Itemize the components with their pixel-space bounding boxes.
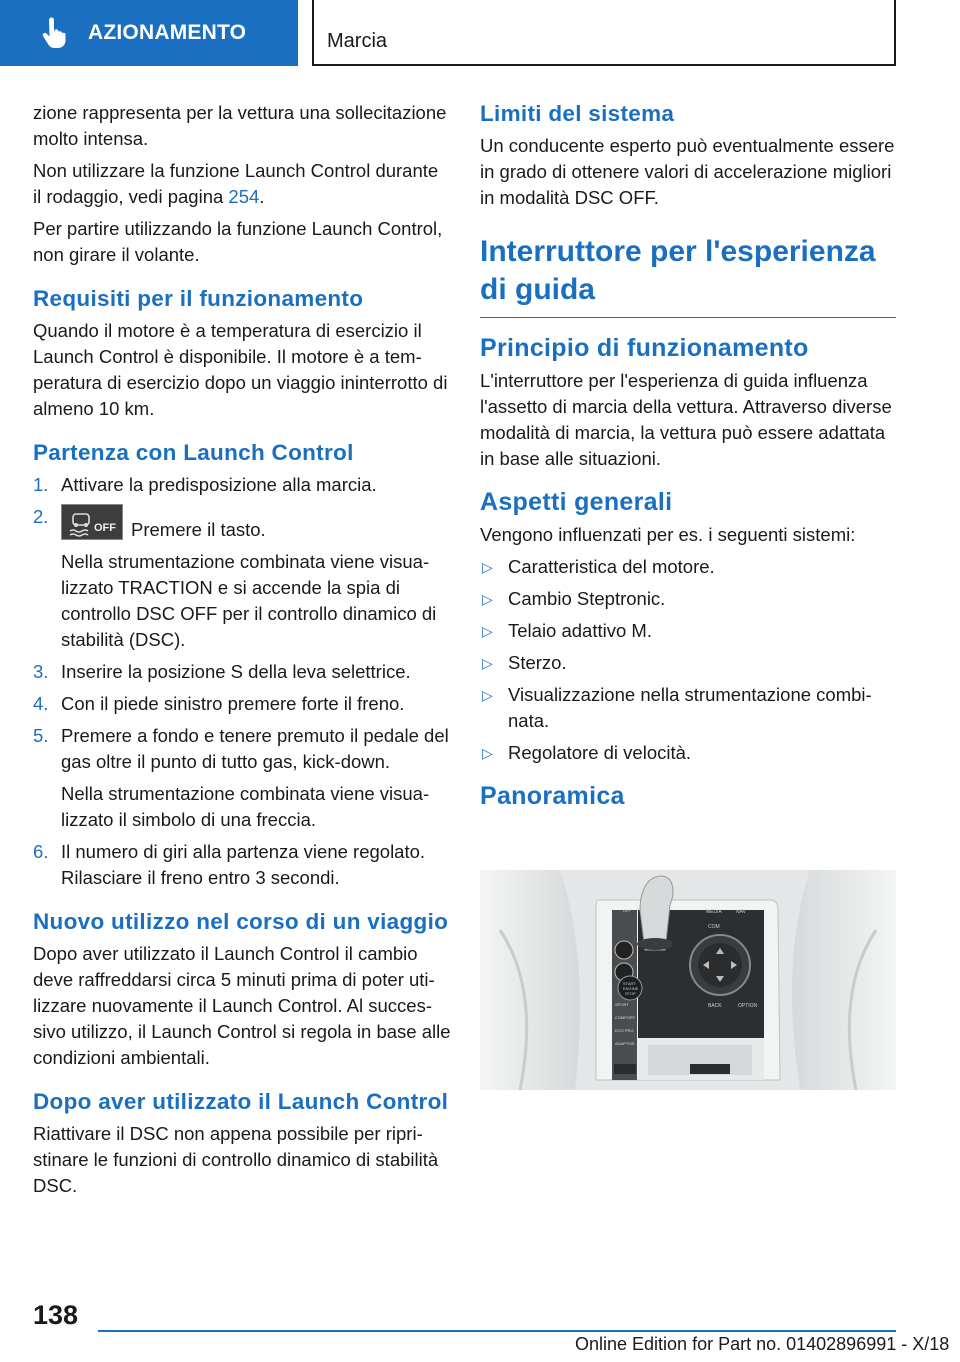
list-item — [480, 554, 896, 580]
systems-list — [480, 554, 896, 766]
chapter-header — [312, 0, 896, 66]
list-item-text: Telaio adattivo M. — [508, 620, 652, 641]
step-text: Inserire la posizione S della leva selettrice. — [61, 661, 411, 682]
list-item — [480, 586, 896, 612]
back-label: BACK — [708, 1003, 722, 1009]
list-item-text: Visualizzazione nella strumentazione combinata. — [508, 684, 872, 731]
page-reference-link[interactable]: 254 — [228, 186, 260, 207]
start-label-1: START — [623, 981, 636, 986]
general-heading: Aspetti generali — [480, 488, 673, 516]
start-label-2: ENGINE — [623, 986, 639, 991]
triangle-bullet-icon: ▷ — [482, 623, 493, 639]
list-item-text: Regolatore di velocità. — [508, 742, 692, 763]
list-item — [480, 618, 896, 644]
reuse-text: Dopo aver utilizzato il Launch Control il cambio deve raffreddarsi circa 5 minuti prima di poter utilizzare nuovamente il Launch Control. Al successivo utilizzo, il Launch Control si regola in base alle condizioni ambientali. — [33, 943, 451, 1068]
intro-paragraph-3: Per partire utilizzando la funzione Launch Control, non girare il volante. — [33, 218, 443, 265]
dsc-off-label: OFF — [94, 522, 116, 534]
overview-heading: Panoramica — [480, 782, 625, 810]
general-intro: Vengono influenzati per es. i seguenti sistemi: — [480, 524, 856, 545]
limits-text: Un conducente esperto può eventualmente essere in grado di ottenere valori di accelerazione migliori in modalità DSC OFF. — [480, 135, 895, 208]
adaptive-label: ADAPTIVE — [615, 1041, 635, 1046]
triangle-bullet-icon: ▷ — [482, 655, 493, 671]
step-number: 3. — [33, 661, 49, 682]
page-number: 138 — [33, 1300, 79, 1330]
intro-paragraph-1: zione rappresenta per la vettura una sollecitazione molto intensa. — [33, 102, 447, 149]
page-ref-suffix: . — [259, 186, 265, 207]
list-item — [480, 650, 896, 676]
step-item — [33, 723, 451, 833]
step-number: 5. — [33, 725, 49, 746]
list-item-text: Caratteristica del motore. — [508, 556, 715, 577]
step-number: 4. — [33, 693, 49, 714]
step-text: Premere il tasto. — [131, 519, 266, 540]
step-subtext: Nella strumentazione combinata viene visualizzato il simbolo di una freccia. — [61, 783, 430, 830]
step-item — [33, 504, 451, 653]
dsc-off-button-icon — [61, 504, 123, 540]
step-text: Con il piede sinistro premere forte il freno. — [61, 693, 405, 714]
option-label: OPTION — [738, 1003, 758, 1009]
step-item — [33, 472, 451, 498]
com-label: COM — [708, 924, 720, 930]
center-console-photo — [480, 870, 896, 1090]
step-text: Premere a fondo e tenere premuto il pedale del gas oltre il punto di tutto gas, kick-down. — [61, 725, 449, 772]
step-item — [33, 839, 451, 891]
footer-edition — [575, 1334, 949, 1355]
triangle-bullet-icon: ▷ — [482, 559, 493, 575]
media-label: MEDIA — [706, 909, 722, 915]
intro-paragraph-2-mid: il rodaggio, vedi pagina — [33, 186, 229, 207]
reuse-heading: Nuovo utilizzo nel corso di un viaggio — [33, 909, 449, 934]
section-tab — [0, 0, 298, 66]
principle-heading: Principio di funzionamento — [480, 334, 809, 362]
step-number: 1. — [33, 474, 49, 495]
main-heading: Interruttore per l'esperienza di guida — [480, 233, 896, 318]
step-text: Attivare la predisposizione alla marcia. — [61, 474, 377, 495]
step-item — [33, 691, 451, 717]
list-item-text: Cambio Steptronic. — [508, 588, 666, 609]
triangle-bullet-icon: ▷ — [482, 745, 493, 761]
launch-steps-list — [33, 472, 451, 891]
intro-paragraph-2 — [33, 158, 451, 210]
after-use-heading: Dopo aver utilizzato il Launch Control — [33, 1089, 449, 1114]
chapter-title: Marcia — [327, 30, 388, 52]
step-item — [33, 659, 451, 685]
triangle-bullet-icon: ▷ — [482, 591, 493, 607]
comfort-label: COMFORT — [615, 1015, 636, 1020]
list-item — [480, 682, 896, 734]
left-column — [33, 100, 451, 1205]
footer-divider — [98, 1330, 896, 1332]
step-subtext: Nella strumentazione combinata viene visualizzato TRACTION e si accende la spia di controllo DSC OFF per il controllo dinamico di stabilità (DSC). — [61, 551, 437, 650]
off-label: OFF — [623, 908, 631, 913]
requirements-heading: Requisiti per il funzionamento — [33, 286, 364, 311]
right-column — [480, 100, 896, 816]
nav-label: NAV — [736, 909, 746, 915]
intro-paragraph-2-prefix: Non utilizzare la funzione Launch Control durante — [33, 160, 439, 181]
limits-heading: Limiti del sistema — [480, 101, 675, 126]
after-use-text: Riattivare il DSC non appena possibile per ripristinare le funzioni di controllo dinamico di stabilità DSC. — [33, 1123, 439, 1196]
step-number: 6. — [33, 841, 49, 862]
section-title: AZIONAMENTO — [88, 21, 247, 44]
step-number: 2. — [33, 506, 49, 527]
principle-text: L'interruttore per l'esperienza di guida influenza l'assetto di marcia della vettura. Attraverso diverse modalità di marcia, la vettura può essere adattata in base alle situazioni. — [480, 370, 892, 469]
ecopro-label: ECO PRO — [615, 1028, 634, 1033]
list-item-text: Sterzo. — [508, 652, 567, 673]
requirements-text: Quando il motore è a temperatura di esercizio il Launch Control è disponibile. Il motore è a temperatura di esercizio dopo un viaggio ininterrotto di almeno 10 km. — [33, 320, 448, 419]
hand-pointer-icon — [36, 15, 72, 51]
list-item — [480, 740, 896, 766]
sport-label: SPORT — [615, 1002, 629, 1007]
triangle-bullet-icon: ▷ — [482, 687, 493, 703]
step-text: Il numero di giri alla partenza viene regolato. Rilasciare il freno entro 3 secondi. — [61, 841, 426, 888]
launch-start-heading: Partenza con Launch Control — [33, 440, 354, 465]
edition-text: Online Edition for Part no. 01402896991 - X/18 — [575, 1334, 950, 1354]
start-label-3: STOP — [625, 991, 636, 996]
